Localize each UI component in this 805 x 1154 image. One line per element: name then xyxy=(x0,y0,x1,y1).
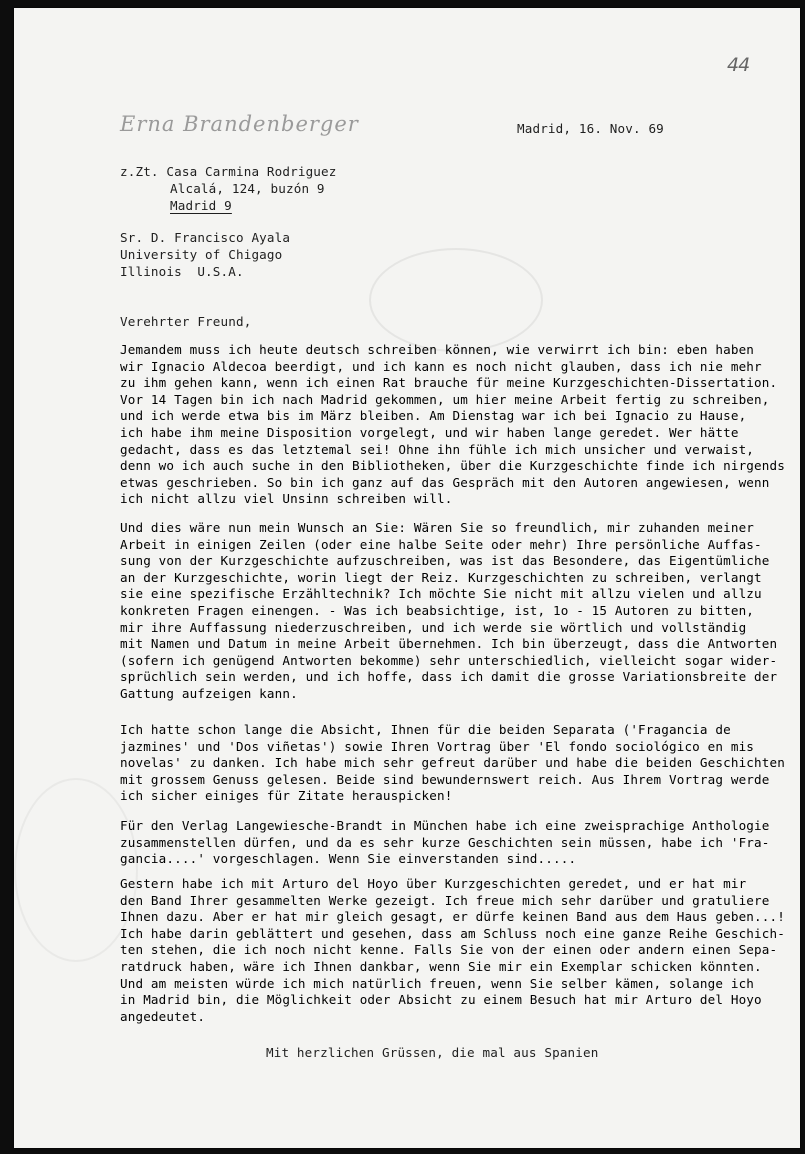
text-line: wir Ignacio Aldecoa beerdigt, und ich kann es noch nicht glauben, dass ich nie mehr xyxy=(120,358,762,374)
letter-page xyxy=(14,8,800,1148)
text-line: Und am meisten würde ich mich natürlich freuen, wenn Sie selber kämen, solange ich xyxy=(120,975,755,991)
text-line: denn wo ich auch suche in den Bibliotheken, über die Kurzgeschichte finde ich nirgends xyxy=(120,458,785,474)
paragraph-4 xyxy=(120,818,790,868)
text-line: gedacht, dass es das letztemal sei! Ohne ihn fühle ich mich unsicher und verwaist, xyxy=(120,441,755,457)
text-line: zusammenstellen dürfen, und da es sehr kurze Geschichten sein müssen, habe ich 'Fra- xyxy=(120,834,770,850)
sender-address-line-3: Madrid 9 xyxy=(170,198,232,213)
place-date: Madrid, 16. Nov. 69 xyxy=(517,121,664,136)
text-line: sprüchlich sein werden, und ich hoffe, dass ich damit die grosse Variationsbreite der xyxy=(120,669,778,685)
text-line: Für den Verlag Langewiesche-Brandt in München habe ich eine zweisprachige Anthologie xyxy=(120,818,770,833)
text-line: Arbeit in einigen Zeilen (oder eine halbe Seite oder mehr) Ihre persönliche Auffas- xyxy=(120,536,762,552)
paragraph-3 xyxy=(120,722,790,805)
text-line: Und dies wäre nun mein Wunsch an Sie: Wären Sie so freundlich, mir zuhanden meiner xyxy=(120,520,755,535)
text-line: Ich habe darin geblättert und gesehen, dass am Schluss noch eine ganze Reihe Geschich- xyxy=(120,925,785,941)
text-line: (sofern ich genügend Antworten bekomme) sehr unterschiedlich, vielleicht sogar wider- xyxy=(120,652,778,668)
text-line: mir ihre Auffassung niederzuschreiben, und ich werde sie wörtlich und vollständig xyxy=(120,619,747,635)
text-line: sung von der Kurzgeschichte aufzuschreiben, was ist das Besondere, das Eigentümliche xyxy=(120,553,770,569)
text-line: ich habe ihm meine Disposition vorgelegt, und wir haben lange geredet. Wer hätte xyxy=(120,424,739,440)
text-line: Vor 14 Tagen bin ich nach Madrid gekommen, um hier meine Arbeit fertig zu schreiben, xyxy=(120,391,770,407)
author-handwritten-name: Erna Brandenberger xyxy=(120,112,359,136)
sender-address-line-2: Alcalá, 124, buzón 9 xyxy=(170,181,325,196)
page-number-annotation: 44 xyxy=(727,54,750,76)
text-line: und ich werde etwa bis im März bleiben. Am Dienstag war ich bei Ignacio zu Hause, xyxy=(120,408,747,424)
paragraph-5 xyxy=(120,876,790,1025)
text-line: an der Kurzgeschichte, worin liegt der Reiz. Kurzgeschichten zu schreiben, verlangt xyxy=(120,569,762,585)
text-line: Gestern habe ich mit Arturo del Hoyo über Kurzgeschichten geredet, und er hat mir xyxy=(120,876,747,891)
text-line: Jemandem muss ich heute deutsch schreiben können, wie verwirrt ich bin: eben haben xyxy=(120,342,755,357)
text-line: sie eine spezifische Erzähltechnik? Ich möchte Sie nicht mit allzu vielen und allzu xyxy=(120,586,762,602)
faded-stamp xyxy=(369,248,543,352)
text-line: Ihnen dazu. Aber er hat mir gleich gesagt, er dürfe keinen Band aus dem Haus geben...! xyxy=(120,909,785,925)
text-line: ich sicher einiges für Zitate herauspicken! xyxy=(120,788,453,804)
text-line: Ich hatte schon lange die Absicht, Ihnen für die beiden Separata ('Fragancia de xyxy=(120,722,731,737)
text-line: novelas' zu danken. Ich habe mich sehr gefreut darüber und habe die beiden Geschichten xyxy=(120,755,785,771)
text-line: gancia....' vorgeschlagen. Wenn Sie einverstanden sind..... xyxy=(120,851,577,867)
text-line: etwas geschrieben. So bin ich ganz auf das Gespräch mit den Autoren angewiesen, wenn xyxy=(120,474,770,490)
salutation: Verehrter Freund, xyxy=(120,314,252,329)
sender-address-line-1: z.Zt. Casa Carmina Rodriguez xyxy=(120,164,337,179)
text-line: in Madrid bin, die Möglichkeit oder Absicht zu einem Besuch hat mir Arturo del Hoyo xyxy=(120,992,762,1008)
text-line: mit grossem Genuss gelesen. Beide sind bewundernswert reich. Aus Ihrem Vortrag werde xyxy=(120,771,770,787)
recipient-line-2: University of Chigago xyxy=(120,247,283,262)
recipient-line-3: Illinois U.S.A. xyxy=(120,264,244,279)
text-line: ten stehen, die ich noch nicht kenne. Falls Sie von der einen oder andern einen Sepa- xyxy=(120,942,778,958)
closing: Mit herzlichen Grüssen, die mal aus Spanien xyxy=(266,1045,599,1060)
text-line: konkreten Fragen einengen. - Was ich beabsichtige, ist, 1o - 15 Autoren zu bitten, xyxy=(120,602,755,618)
text-line: angedeutet. xyxy=(120,1008,206,1024)
text-line: mit Namen und Datum in meine Arbeit übernehmen. Ich bin überzeugt, dass die Antworten xyxy=(120,636,778,652)
paragraph-1 xyxy=(120,342,790,508)
text-line: ratdruck haben, wäre ich Ihnen dankbar, wenn Sie mir ein Exemplar schicken könnten. xyxy=(120,958,762,974)
text-line: jazmines' und 'Dos viñetas') sowie Ihren Vortrag über 'El fondo sociológico en mis xyxy=(120,738,755,754)
text-line: Gattung aufzeigen kann. xyxy=(120,685,298,701)
text-line: zu ihm gehen kann, wenn ich einen Rat brauche für meine Kurzgeschichten-Dissertation. xyxy=(120,375,778,391)
recipient-line-1: Sr. D. Francisco Ayala xyxy=(120,230,291,245)
text-line: ich nicht allzu viel Unsinn schreiben will. xyxy=(120,491,453,507)
text-line: den Band Ihrer gesammelten Werke gezeigt. Ich freue mich sehr darüber und gratuliere xyxy=(120,892,770,908)
paragraph-2 xyxy=(120,520,790,703)
